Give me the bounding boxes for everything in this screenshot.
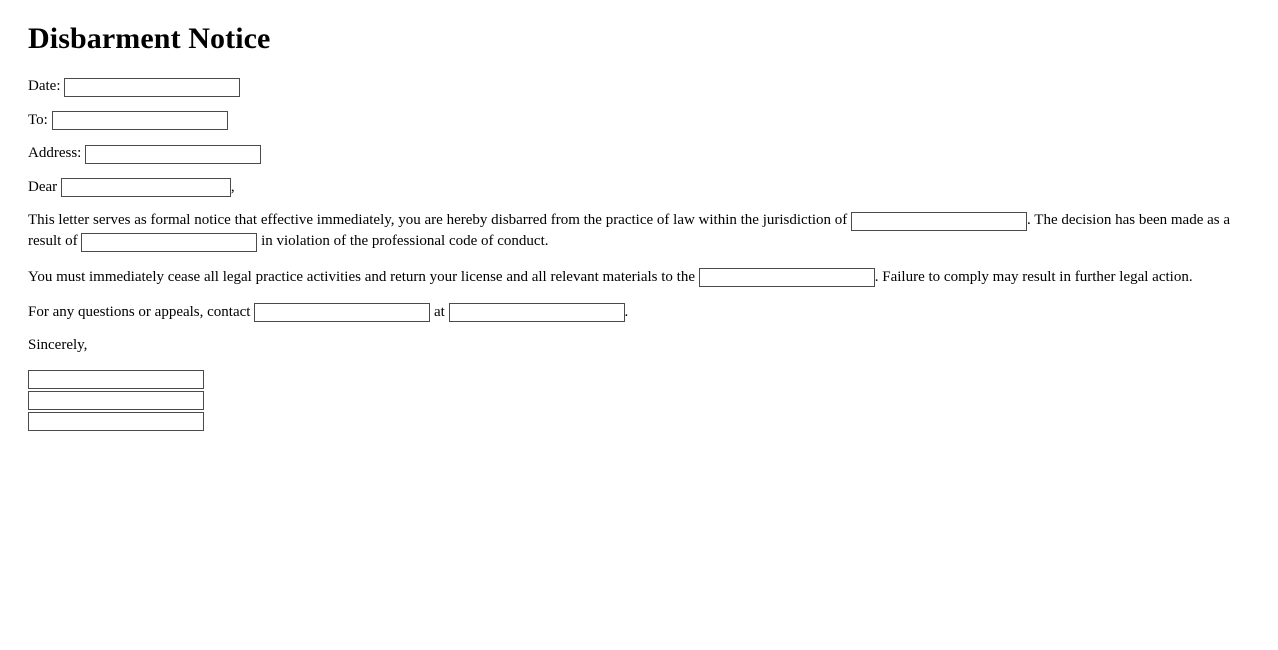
dear-label: Dear [28,178,58,195]
paragraph3-text-part2: at [433,303,445,320]
signature-block [28,370,1250,431]
paragraph3-text-part3: . [624,303,629,320]
to-label: To: [28,111,48,128]
to-row [28,110,1250,131]
signature-line-1-input[interactable] [28,370,204,389]
paragraph3-text-part1: For any questions or appeals, contact [28,303,251,320]
address-label: Address: [28,145,82,161]
paragraph-disbarment [28,210,1250,253]
reason-input[interactable] [81,233,257,252]
date-label: Date: [28,78,61,94]
salutation-row [28,177,1250,198]
signature-line-3-input[interactable] [28,412,204,431]
date-input[interactable] [64,78,240,97]
paragraph2-text-part1: You must immediately cease all legal practice activities and return your license and all relevant materials to the [28,268,695,285]
paragraph-contact [28,302,1250,323]
page-title: Disbarment Notice [28,22,271,55]
paragraph1-text-part3: in violation of the professional code of conduct. [261,233,549,250]
paragraph1-text-part2: . The decision has been made as a result of [28,212,1231,250]
signature-line-2-input[interactable] [28,391,204,410]
date-row [28,76,1250,97]
contact-name-input[interactable] [254,303,430,322]
address-input[interactable] [85,145,261,164]
paragraph-cease-practice [28,267,1250,288]
address-row [28,143,1250,164]
dear-comma: , [230,178,235,195]
paragraph1-text-part1: This letter serves as formal notice that effective immediately, you are hereby disbarred from the practice of law within the jurisdiction of [28,212,848,228]
return-authority-input[interactable] [699,268,875,287]
to-input[interactable] [52,111,228,130]
closing-text: Sincerely, [28,337,88,354]
contact-email-input[interactable] [449,303,625,322]
recipient-name-input[interactable] [61,178,231,197]
paragraph2-text-part2: . Failure to comply may result in further legal action. [874,268,1193,285]
jurisdiction-input[interactable] [851,212,1027,231]
